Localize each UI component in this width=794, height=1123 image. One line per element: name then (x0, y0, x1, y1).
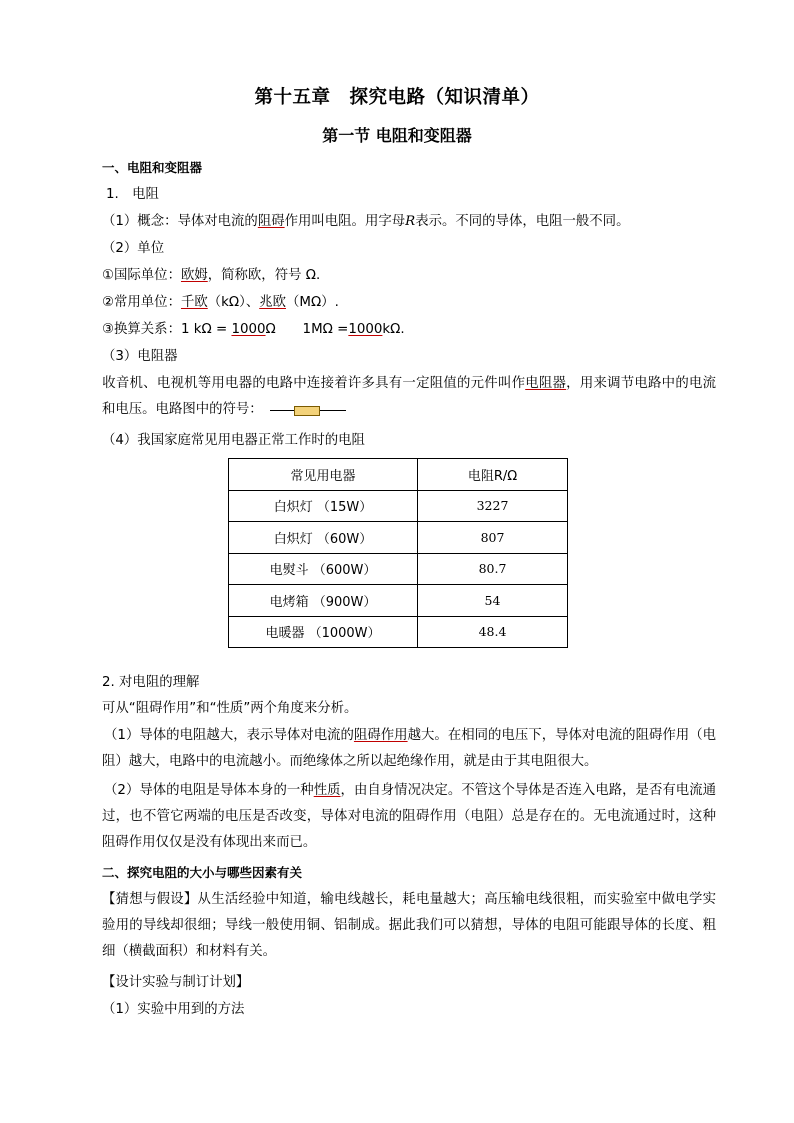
intl-unit-line: ①国际单位：欧姆，简称欧，符号 Ω. (102, 268, 321, 283)
item-2-understanding: 2. 对电阻的理解 (102, 675, 200, 690)
understanding-paragraph-2: （2）导体的电阻是导体本身的一种性质，由自身情况决定。不管这个导体是否连入电路，是否有电流通过，也不管它两端的电压是否改变，导体对电流的阻碍作用（电阻）总是存在的。无电流通过时，这种阻碍作用仅仅是没有体现出来而已。 (102, 783, 717, 850)
table-row (229, 522, 568, 554)
item-1-resistance: 1. 电阻 (106, 187, 159, 202)
blank-kiloohm: 千欧 (180, 295, 208, 310)
table-cell: 电烤箱 （900W） (229, 585, 418, 617)
common-unit-line: ②常用单位：千欧（kΩ）、兆欧（MΩ）. (102, 295, 339, 310)
table-cell: 电熨斗 （600W） (229, 553, 418, 585)
conversion-line: ③换算关系：1 kΩ = 1000Ω 1MΩ =1000kΩ. (102, 322, 405, 337)
understanding-paragraph-1: （1）导体的电阻越大，表示导体对电流的阻碍作用越大。在相同的电压下，导体对电流的阻碍作用（电阻）越大，电路中的电流越小。而绝缘体之所以起绝缘作用，就是由于其电阻很大。 (102, 728, 717, 769)
table-row (229, 585, 568, 617)
blank-resistor: 电阻器 (525, 376, 567, 391)
table-row (229, 553, 568, 585)
table-cell: 54 (418, 585, 568, 617)
section-title: 第一节 电阻和变阻器 (322, 126, 472, 145)
method-heading: （1）实验中用到的方法 (102, 1002, 245, 1017)
understanding-intro: 可从“阻碍作用”和“性质”两个角度来分析。 (102, 701, 358, 716)
resistor-paragraph: 收音机、电视机等用电器的电路中连接着许多具有一定阻值的元件叫作电阻器，用来调节电路中的电流和电压。电路图中的符号： (102, 376, 717, 417)
heading-2: 二、探究电阻的大小与哪些因素有关 (102, 865, 303, 880)
blank-megaohm: 兆欧 (259, 295, 286, 310)
table-cell: 电暖器 （1000W） (229, 616, 418, 648)
table-row (229, 616, 568, 648)
concept-line: （1）概念：导体对电流的阻碍作用叫电阻。用字母R表示。不同的导体，电阻一般不同。 (102, 214, 630, 229)
table-header: 常见用电器 (229, 459, 418, 491)
chapter-title: 第十五章 探究电路（知识清单） (254, 87, 540, 108)
blank-ohm: 欧姆 (180, 268, 208, 283)
table-cell: 3227 (418, 490, 568, 522)
resistor-symbol-icon (270, 406, 346, 416)
blank-1000-b: 1000 (348, 322, 383, 337)
table-cell: 807 (418, 522, 568, 554)
blank-property: 性质 (313, 783, 341, 798)
design-heading: 【设计实验与制订计划】 (102, 975, 250, 990)
blank-zuai: 阻碍 (257, 214, 285, 229)
heading-1: 一、电阻和变阻器 (102, 160, 203, 175)
blank-obstruction: 阻碍作用 (353, 728, 408, 743)
table-caption: （4）我国家庭常见用电器正常工作时的电阻 (102, 433, 365, 448)
blank-1000-a: 1000 (231, 322, 266, 337)
table-row (229, 490, 568, 522)
unit-heading: （2）单位 (102, 241, 165, 256)
table-cell: 48.4 (418, 616, 568, 648)
table-cell: 白炽灯 （60W） (229, 522, 418, 554)
table-header-row (229, 459, 568, 491)
table-cell: 80.7 (418, 553, 568, 585)
table-header: 电阻R/Ω (418, 459, 568, 491)
resistor-heading: （3）电阻器 (102, 349, 178, 364)
table-cell: 白炽灯 （15W） (229, 490, 418, 522)
hypothesis-paragraph: 【猜想与假设】从生活经验中知道，输电线越长，耗电量越大；高压输电线很粗，而实验室中做电学实验用的导线却很细；导线一般使用铜、铝制成。据此我们可以猜想，导体的电阻可能跟导体的长度、粗细（横截面积）和材料有关。 (102, 892, 716, 959)
resistance-table (228, 458, 568, 648)
